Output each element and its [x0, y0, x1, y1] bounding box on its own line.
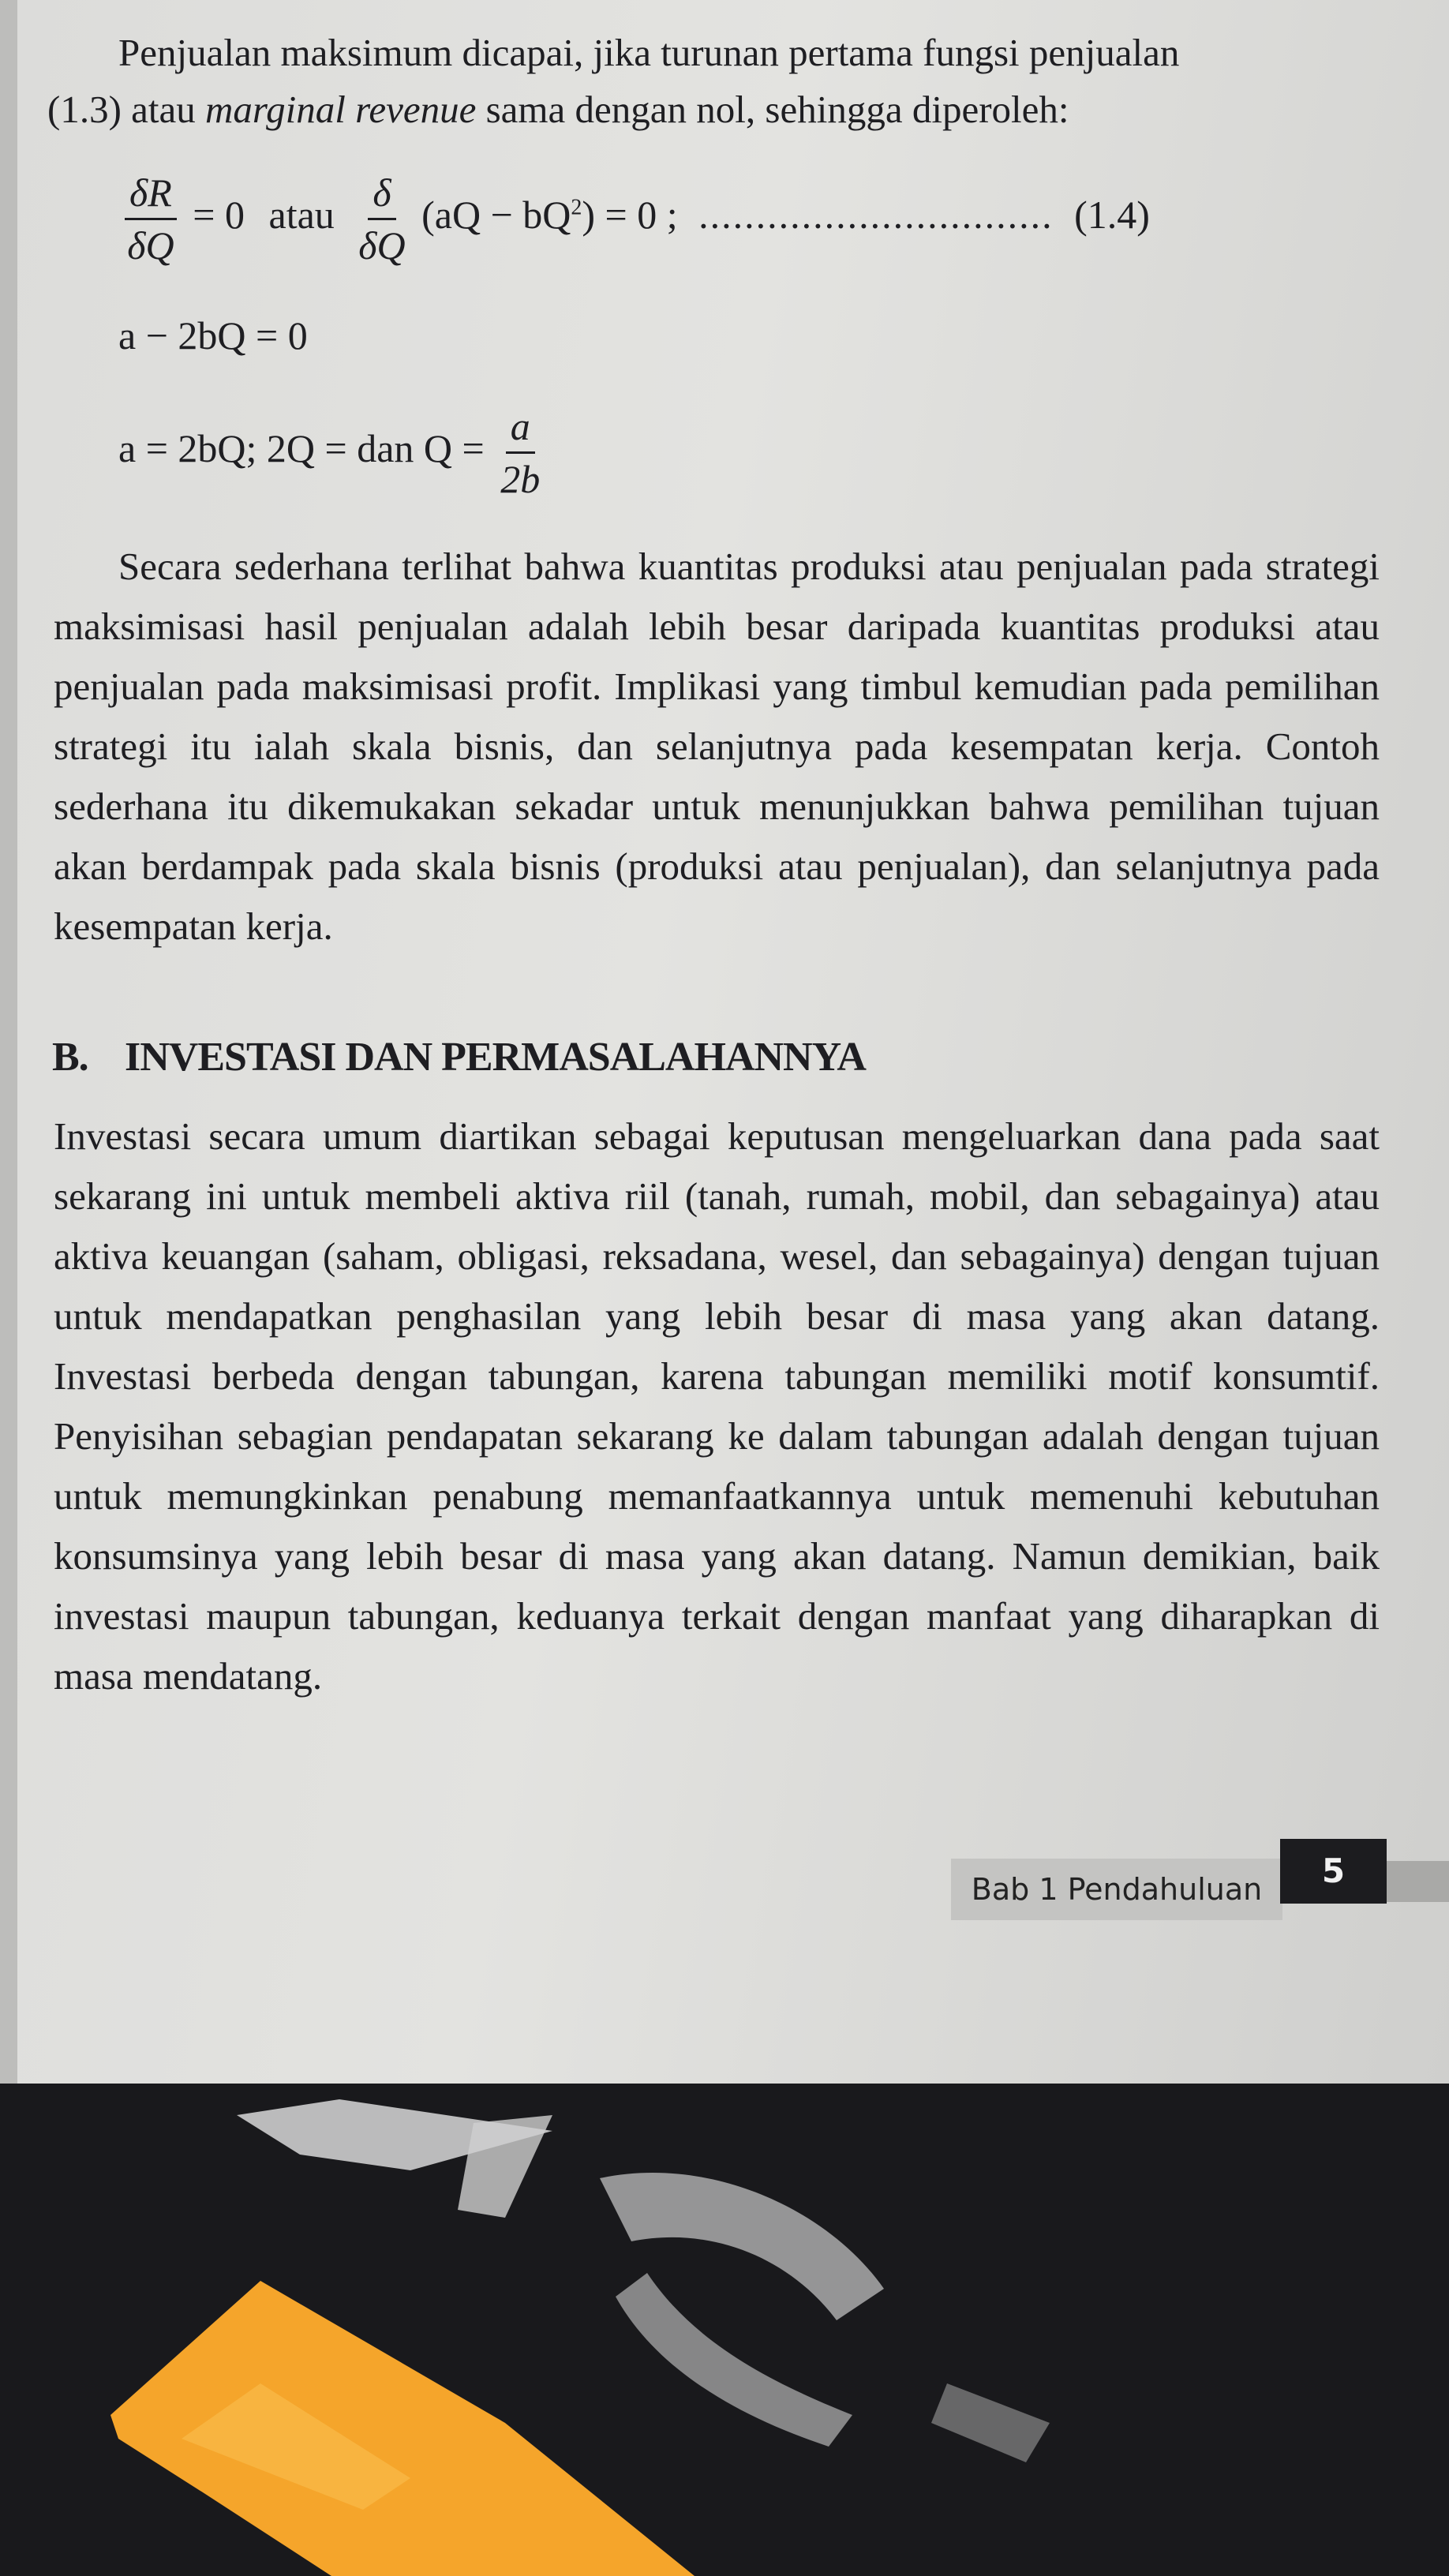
fabric-print-graphic — [0, 2084, 1449, 2576]
fraction-denominator: δQ — [358, 223, 406, 268]
leader-dots: ............................... — [698, 192, 1054, 237]
para1-italic-term: marginal revenue — [205, 88, 477, 131]
fraction-numerator: δ — [368, 167, 395, 220]
equation-1-4 — [118, 167, 1150, 271]
page-number: 5 — [1280, 1839, 1387, 1904]
equals-zero: = 0 — [193, 192, 245, 237]
expression — [421, 193, 678, 237]
equation-3-pre: a = 2bQ; 2Q = dan Q = — [118, 425, 485, 470]
equation-3 — [118, 401, 546, 504]
page-edge — [0, 0, 17, 2099]
para1-line1: Penjualan maksimum dicapai, jika turunan pertama fungsi penjualan — [118, 31, 1180, 74]
paragraph-3 — [54, 1106, 1380, 1706]
fraction-denominator: 2b — [500, 457, 541, 501]
equation-2: a − 2bQ = 0 — [118, 313, 308, 358]
paragraph-3-text: Investasi secara umum diartikan sebagai keputusan mengeluarkan dana pada saat sekarang ini untuk membeli aktiva riil (tanah, rumah, mobil, dan sebagainya) atau aktiva keuangan (saham, obligasi, reksadana, wesel, dan sebagainya) dengan tujuan untuk mendapatkan penghasilan yang lebih besar di masa yang akan datang. Investasi berbeda dengan tabungan, karena tabungan memiliki motif konsumtif. Penyisihan sebagian pendapatan sekarang ke dalam tabungan adalah dengan tujuan untuk memungkinkan penabung memanfaatkannya untuk memenuhi kebutuhan konsumsinya yang lebih besar di masa yang akan datang. Namun demikian, baik investasi maupun tabungan, keduanya terkait dengan manfaat yang diharapkan di masa mendatang. — [54, 1114, 1380, 1698]
footer-strip — [1387, 1861, 1449, 1902]
para1-line2-post: sama dengan nol, sehingga diperoleh: — [476, 88, 1069, 131]
fraction-d-dQ — [358, 167, 405, 271]
section-letter: B. — [52, 1035, 88, 1080]
fraction-a-2b — [500, 401, 540, 504]
fraction-dR-dQ — [125, 167, 177, 271]
atau-word: atau — [268, 192, 335, 237]
expression-pre: (aQ − bQ — [421, 192, 571, 237]
fabric-background — [0, 2084, 1449, 2576]
section-title: INVESTASI DAN PERMASALAHANNYA — [125, 1035, 866, 1080]
para1-line2-pre: (1.3) atau — [47, 88, 205, 131]
paragraph-2-text: Secara sederhana terlihat bahwa kuantitas produksi atau penjualan pada strategi maksimisasi hasil penjualan adalah lebih besar daripada kuantitas produksi atau penjualan pada maksimisasi profit. Implikasi yang timbul kemudian pada pemilihan strategi itu ialah skala bisnis, dan selanjutnya pada kesempatan kerja. Contoh sederhana itu dikemukakan sekadar untuk menunjukkan bahwa pemilihan tujuan akan berdampak pada skala bisnis (produksi atau penjualan), dan selanjutnya pada kesempatan kerja. — [54, 545, 1380, 948]
expression-superscript: 2 — [571, 195, 582, 220]
equation-number: (1.4) — [1074, 192, 1150, 237]
para1-line2 — [47, 87, 1069, 132]
fraction-numerator: a — [506, 401, 535, 454]
chapter-label: Bab 1 Pendahuluan — [951, 1859, 1282, 1920]
paragraph-2 — [54, 537, 1380, 957]
section-heading — [52, 1034, 866, 1080]
fraction-denominator: δQ — [127, 223, 174, 268]
expression-post: ) = 0 ; — [582, 192, 678, 237]
fraction-numerator: δR — [125, 167, 177, 220]
